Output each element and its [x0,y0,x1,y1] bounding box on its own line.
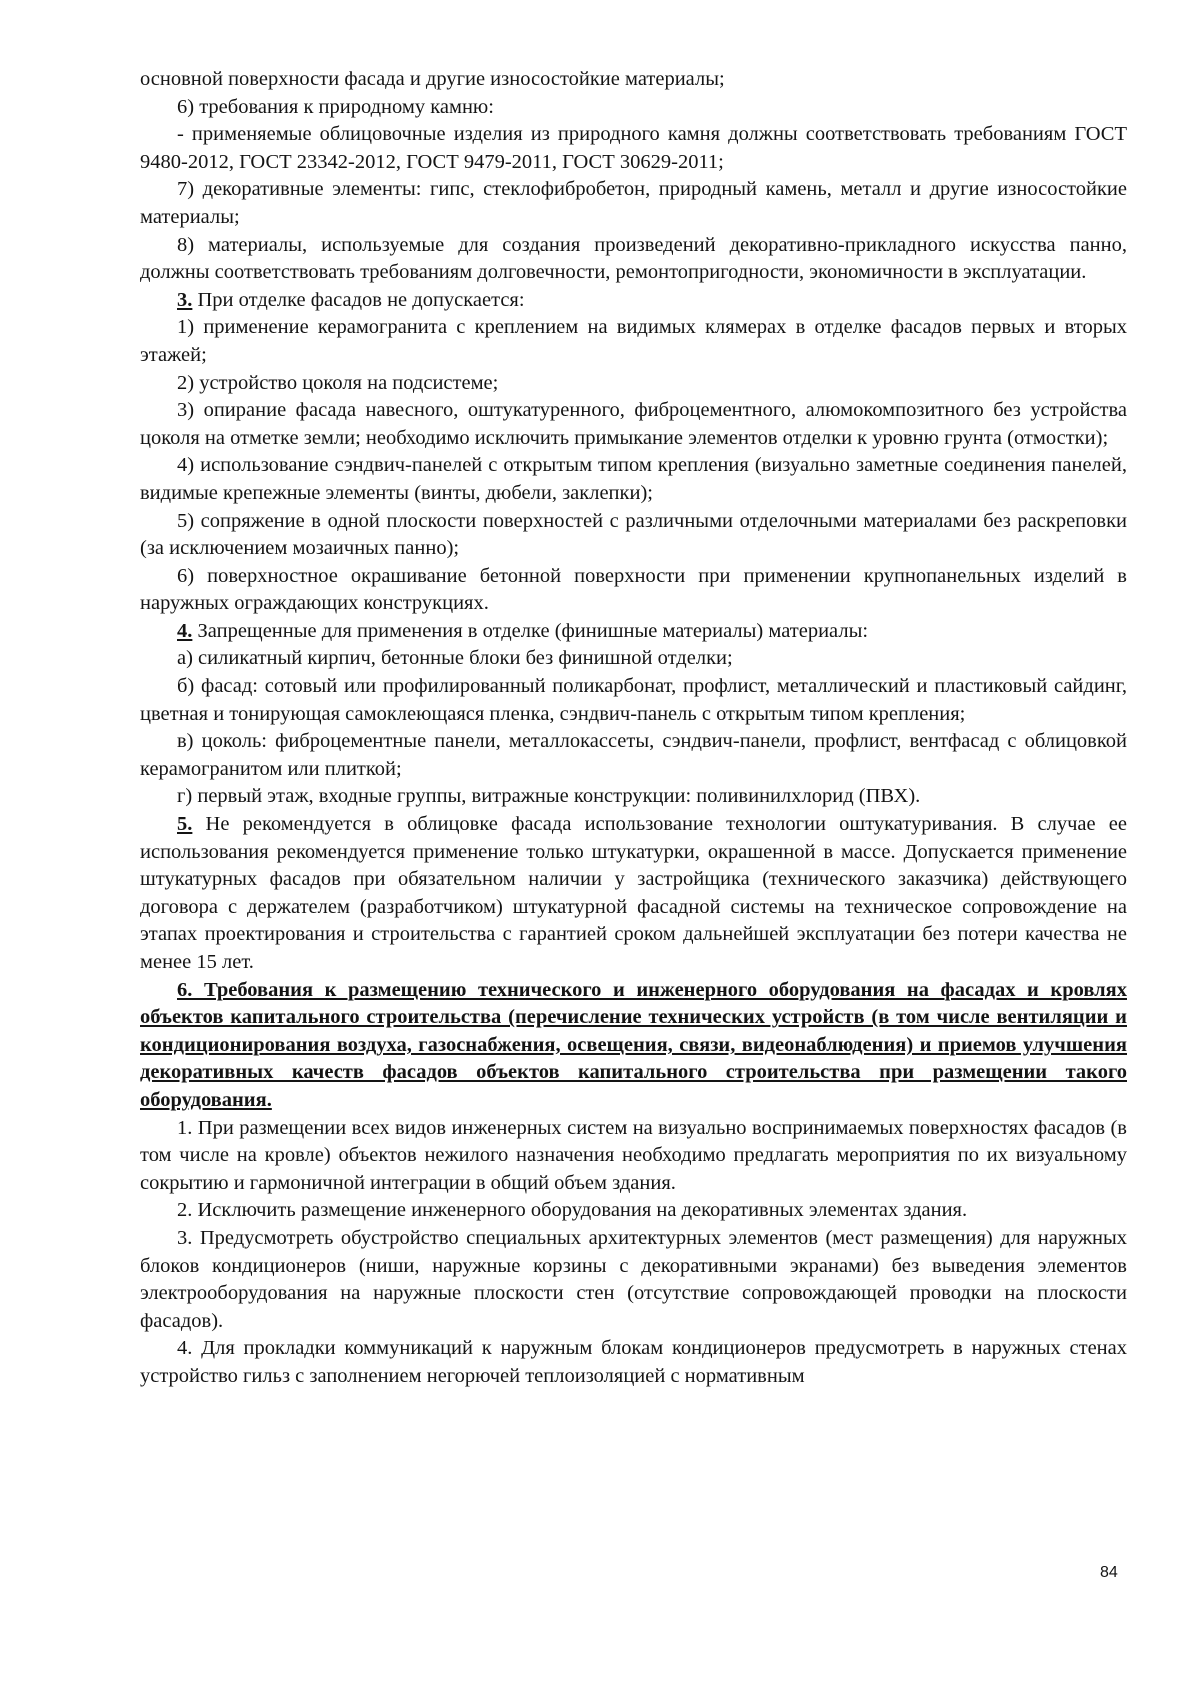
item-7-decorative [140,176,1127,231]
s3-item-3 [140,397,1127,452]
paragraph-text: 6) поверхностное окрашивание бетонной поверхности при применении крупнопанельных изделий в наружных ограждающих конструкциях. [140,564,1127,615]
item-8-panels [140,232,1127,287]
section-number: 4. [177,619,193,642]
paragraph-text: Не рекомендуется в облицовке фасада использование технологии оштукатуривания. В случае ее использования рекомендуется применение только штукатурки, окрашенной в массе. Допускается применение штукатурных фасадов при обязательном наличии у застройщика (технического заказчика) действующего договора с держателем (разработчиком) штукатурной фасадной системы на техническое сопровождение на этапах проектирования и строительства с гарантией сроком дальнейшей эксплуатации без потери качества не менее 15 лет. [140,813,1127,973]
item-6-natural-stone [140,94,1127,122]
s3-item-4 [140,452,1127,507]
paragraph-text: 5) сопряжение в одной плоскости поверхностей с различными отделочными материалами без раскреповки (за исключением мозаичных панно); [140,509,1127,560]
document-body [140,66,1127,1391]
continuation-line [140,66,1127,94]
paragraph-text: в) цоколь: фиброцементные панели, металлокассеты, сэндвич-панели, профлист, вентфасад с облицовкой керамогранитом или плиткой; [140,730,1127,780]
s3-item-2 [140,370,1127,398]
paragraph-text: 1. При размещении всех видов инженерных систем на визуально воспринимаемых поверхностях фасадов (в том числе на кровле) объектов нежилого назначения необходимо предлагать мероприятия по их визуальному сокрытию и гармоничной интеграции в общий объем здания. [140,1116,1127,1194]
paragraph-text: 4) использование сэндвич-панелей с открытым типом крепления (визуально заметные соединения панелей, видимые крепежные элементы (винты, дюбели, заклепки); [140,454,1127,504]
section-4-title [140,618,1127,646]
paragraph-text: 2. Исключить размещение инженерного оборудования на декоративных элементах здания. [177,1199,968,1222]
section-6-heading [140,977,1127,1115]
s6-item-4 [140,1335,1127,1390]
s4-item-v [140,728,1127,783]
paragraph-text: основной поверхности фасада и другие износостойкие материалы; [140,68,725,90]
section-number: 3. [177,288,193,311]
paragraph-text: 7) декоративные элементы: гипс, стеклофибробетон, природный камень, металл и другие износостойкие материалы; [140,178,1127,228]
s4-item-b [140,673,1127,728]
s6-item-2 [140,1197,1127,1225]
section-number: 5. [177,813,193,836]
paragraph-text: 6) требования к природному камню: [177,95,494,118]
s4-item-a [140,645,1127,673]
paragraph-text: б) фасад: сотовый или профилированный поликарбонат, профлист, металлический и пластиковый сайдинг, цветная и тонирующая самоклеющаяся пленка, сэндвич-панель с открытым типом крепления; [140,675,1127,725]
section-3-title [140,287,1127,315]
paragraph-text: Запрещенные для применения в отделке (финишные материалы) материалы: [192,619,869,642]
paragraph-text: 2) устройство цоколя на подсистеме; [177,371,499,394]
paragraph-text: - применяемые облицовочные изделия из природного камня должны соответствовать требованиям ГОСТ 9480-2012, ГОСТ 23342-2012, ГОСТ 9479-2011, ГОСТ 30629-2011; [140,123,1127,173]
natural-stone-gost [140,121,1127,176]
s3-item-5 [140,508,1127,563]
s3-item-6 [140,563,1127,618]
paragraph-text: 3) опирание фасада навесного, оштукатуренного, фиброцементного, алюмокомпозитного без устройства цоколя на отметке земли; необходимо исключить примыкание элементов отделки к уровню грунта (отмостки); [140,399,1127,449]
paragraph-text: 4. Для прокладки коммуникаций к наружным блокам кондиционеров предусмотреть в наружных стенах устройство гильз с заполнением негорючей теплоизоляцией с нормативным [140,1337,1127,1387]
section-5 [140,811,1127,977]
paragraph-text: 8) материалы, используемые для создания произведений декоративно-прикладного искусства панно, должны соответствовать требованиям долговечности, ремонтопригодности, экономичности в эксплуатации. [140,233,1127,284]
paragraph-text: г) первый этаж, входные группы, витражные конструкции: поливинилхлорид (ПВХ). [177,785,921,808]
page-number: 84 [1100,1564,1118,1581]
s4-item-g [140,783,1127,811]
paragraph-text: 3. Предусмотреть обустройство специальных архитектурных элементов (мест размещения) для наружных блоков кондиционеров (ниши, наружные корзины с декоративными экранами) без выведения элементов электрооборудования на наружные плоскости стен (отсутствие сопровождающей проводки на плоскости фасадов). [140,1226,1127,1332]
paragraph-text: 1) применение керамогранита с креплением на видимых клямерах в отделке фасадов первых и вторых этажей; [140,316,1127,366]
paragraph-text: При отделке фасадов не допускается: [192,288,525,311]
s6-item-3 [140,1225,1127,1335]
s6-item-1 [140,1115,1127,1198]
paragraph-text: а) силикатный кирпич, бетонные блоки без финишной отделки; [177,647,733,670]
paragraph-text: 6. Требования к размещению технического и инженерного оборудования на фасадах и кровлях объектов капитального строительства (перечисление технических устройств (в том числе вентиляции и кондиционирования воздуха, газоснабжения, освещения, связи, видеонаблюдения) и приемов улучшения декоративных качеств фасадов объектов капитального строительства при размещении такого оборудования. [140,978,1127,1111]
s3-item-1 [140,314,1127,369]
